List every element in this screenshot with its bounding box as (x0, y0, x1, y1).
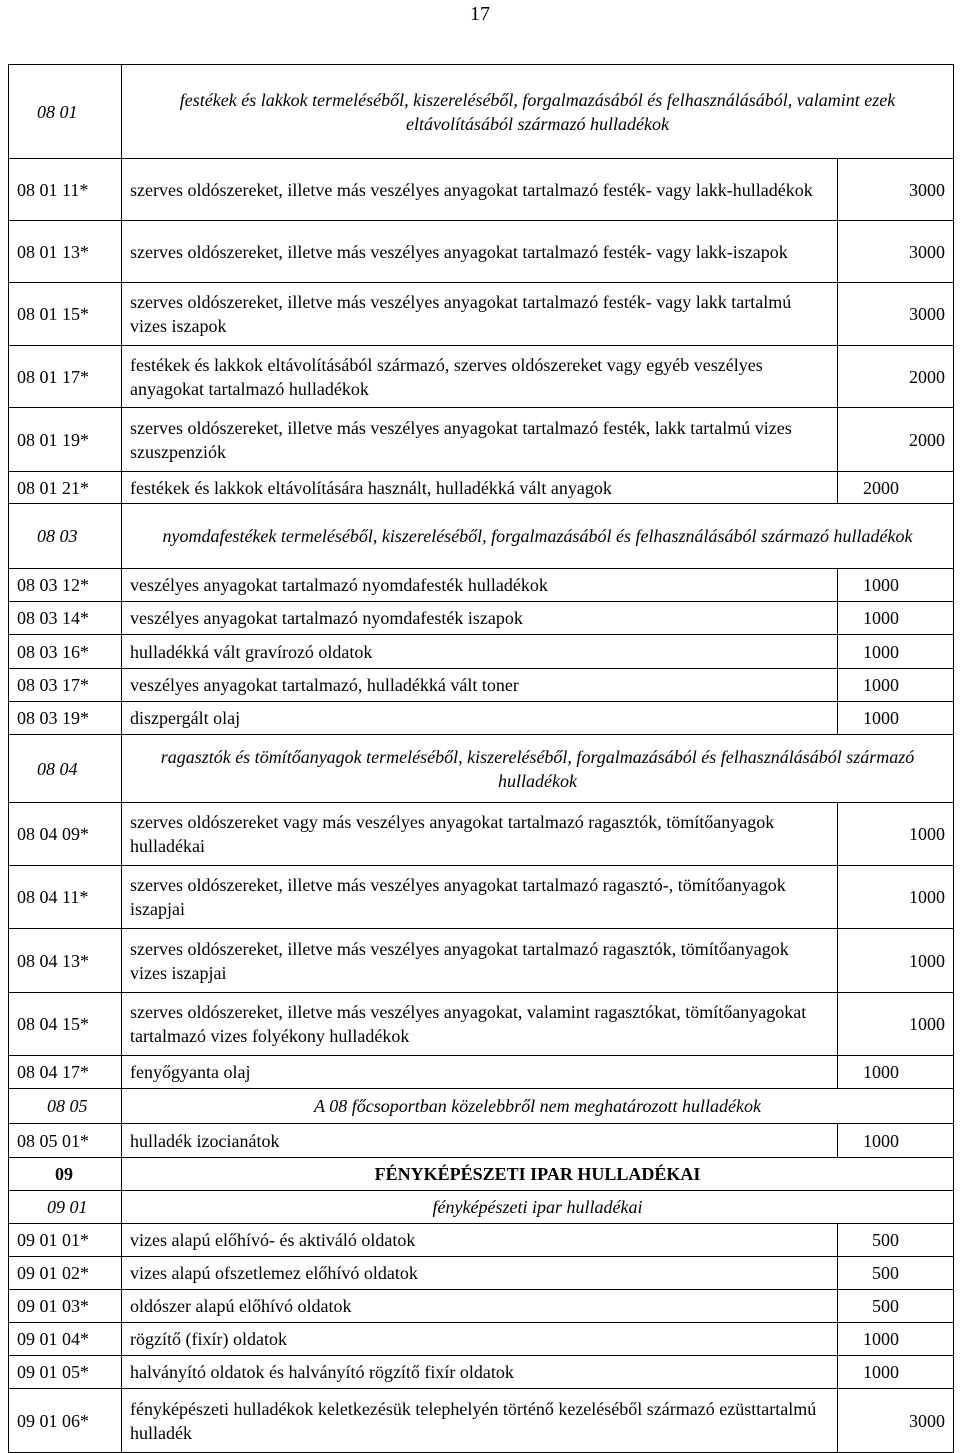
waste-code: 09 (9, 1158, 122, 1191)
waste-description: halványító oldatok és halványító rögzítő fixír oldatok (122, 1356, 838, 1389)
waste-code: 09 01 04* (9, 1323, 122, 1356)
waste-code: 08 03 14* (9, 602, 122, 635)
waste-description: veszélyes anyagokat tartalmazó nyomdafesték iszapok (122, 602, 838, 635)
waste-code: 09 01 02* (9, 1257, 122, 1290)
table-row (9, 408, 954, 472)
waste-quantity: 1000 (838, 1056, 954, 1089)
table-row (9, 1257, 954, 1290)
waste-quantity: 2000 (838, 346, 954, 408)
waste-description: diszpergált olaj (122, 702, 838, 735)
table-body (9, 65, 954, 1453)
waste-quantity: 1000 (838, 929, 954, 993)
waste-description: szerves oldószereket, illetve más veszélyes anyagokat tartalmazó festék- vagy lakk-iszapok (122, 221, 838, 283)
waste-quantity: 3000 (838, 159, 954, 221)
table-row (9, 1158, 954, 1191)
table-row (9, 929, 954, 993)
waste-description: szerves oldószereket, illetve más veszélyes anyagokat tartalmazó festék, lakk tartalmú vizes szuszpenziók (122, 408, 838, 472)
waste-code: 08 04 15* (9, 993, 122, 1056)
waste-quantity: 1000 (838, 866, 954, 929)
waste-quantity: 1000 (838, 635, 954, 669)
waste-code: 08 04 (9, 735, 122, 803)
waste-code: 08 01 19* (9, 408, 122, 472)
waste-description: rögzítő (fixír) oldatok (122, 1323, 838, 1356)
waste-code: 08 01 13* (9, 221, 122, 283)
waste-description: szerves oldószereket, illetve más veszélyes anyagokat tartalmazó festék- vagy lakk-hulladékok (122, 159, 838, 221)
waste-code: 09 01 05* (9, 1356, 122, 1389)
waste-quantity: 1000 (838, 602, 954, 635)
table-row (9, 1191, 954, 1224)
waste-code: 08 03 (9, 504, 122, 569)
waste-description: szerves oldószereket, illetve más veszélyes anyagokat, valamint ragasztókat, tömítőanyagokat tartalmazó vizes folyékony hulladékok (122, 993, 838, 1056)
waste-description: vizes alapú ofszetlemez előhívó oldatok (122, 1257, 838, 1290)
waste-code: 08 04 13* (9, 929, 122, 993)
page-number: 17 (470, 3, 490, 25)
waste-code: 08 03 16* (9, 635, 122, 669)
table-row (9, 504, 954, 569)
table-row (9, 1224, 954, 1257)
waste-code: 09 01 01* (9, 1224, 122, 1257)
waste-quantity: 1000 (838, 1356, 954, 1389)
table-row (9, 159, 954, 221)
waste-code: 08 01 11* (9, 159, 122, 221)
waste-description: szerves oldószereket, illetve más veszélyes anyagokat tartalmazó festék- vagy lakk tartalmú vizes iszapok (122, 283, 838, 346)
table-row (9, 1056, 954, 1089)
waste-quantity: 500 (838, 1290, 954, 1323)
waste-quantity: 1000 (838, 1124, 954, 1158)
table-row (9, 702, 954, 735)
waste-quantity: 1000 (838, 669, 954, 702)
waste-quantity: 3000 (838, 1389, 954, 1453)
waste-code: 08 01 15* (9, 283, 122, 346)
waste-description: szerves oldószereket, illetve más veszélyes anyagokat tartalmazó ragasztó-, tömítőanyagok iszapjai (122, 866, 838, 929)
table-row (9, 803, 954, 866)
waste-code: 08 01 17* (9, 346, 122, 408)
waste-quantity: 2000 (838, 408, 954, 472)
table-row (9, 472, 954, 504)
waste-code: 08 03 17* (9, 669, 122, 702)
waste-code: 08 05 (9, 1089, 122, 1124)
table-row (9, 1089, 954, 1124)
waste-quantity: 2000 (838, 472, 954, 504)
table-row (9, 635, 954, 669)
waste-quantity: 3000 (838, 283, 954, 346)
waste-description: fényképészeti ipar hulladékai (122, 1191, 954, 1224)
waste-description: festékek és lakkok eltávolításából származó, szerves oldószereket vagy egyéb veszélyes anyagokat tartalmazó hulladékok (122, 346, 838, 408)
waste-description: veszélyes anyagokat tartalmazó, hulladékká vált toner (122, 669, 838, 702)
waste-description: nyomdafestékek termeléséből, kiszereléséből, forgalmazásából és felhasználásából származó hulladékok (122, 504, 954, 569)
table-row (9, 1389, 954, 1453)
waste-quantity: 500 (838, 1224, 954, 1257)
waste-code: 08 05 01* (9, 1124, 122, 1158)
waste-description: festékek és lakkok eltávolítására használt, hulladékká vált anyagok (122, 472, 838, 504)
table-row (9, 283, 954, 346)
waste-description: szerves oldószereket, illetve más veszélyes anyagokat tartalmazó ragasztók, tömítőanyagok vizes iszapjai (122, 929, 838, 993)
waste-description: fenyőgyanta olaj (122, 1056, 838, 1089)
waste-code-table (8, 64, 954, 1453)
table-row (9, 1290, 954, 1323)
table-row (9, 735, 954, 803)
waste-code: 08 03 19* (9, 702, 122, 735)
table-row (9, 569, 954, 602)
table-row (9, 221, 954, 283)
waste-code: 08 03 12* (9, 569, 122, 602)
waste-description: hulladékká vált gravírozó oldatok (122, 635, 838, 669)
waste-description: veszélyes anyagokat tartalmazó nyomdafesték hulladékok (122, 569, 838, 602)
table-row (9, 1323, 954, 1356)
waste-code: 08 04 11* (9, 866, 122, 929)
table-row (9, 993, 954, 1056)
waste-code: 09 01 03* (9, 1290, 122, 1323)
waste-description: ragasztók és tömítőanyagok termeléséből, kiszereléséből, forgalmazásából és felhasználásából származó hulladékok (122, 735, 954, 803)
table-row (9, 346, 954, 408)
waste-code: 09 01 (9, 1191, 122, 1224)
waste-code: 08 04 17* (9, 1056, 122, 1089)
table-row (9, 1356, 954, 1389)
waste-description: oldószer alapú előhívó oldatok (122, 1290, 838, 1323)
waste-quantity: 1000 (838, 993, 954, 1056)
waste-code: 09 01 06* (9, 1389, 122, 1453)
waste-quantity: 1000 (838, 1323, 954, 1356)
table-row (9, 669, 954, 702)
waste-quantity: 500 (838, 1257, 954, 1290)
table-row (9, 866, 954, 929)
table-row (9, 1124, 954, 1158)
waste-description: FÉNYKÉPÉSZETI IPAR HULLADÉKAI (122, 1158, 954, 1191)
waste-description: festékek és lakkok termeléséből, kiszereléséből, forgalmazásából és felhasználásából, valamint ezek eltávolításából származó hulladékok (122, 65, 954, 159)
waste-description: fényképészeti hulladékok keletkezésük telephelyén történő kezeléséből származó ezüsttartalmú hulladék (122, 1389, 838, 1453)
waste-quantity: 3000 (838, 221, 954, 283)
waste-description: szerves oldószereket vagy más veszélyes anyagokat tartalmazó ragasztók, tömítőanyagok hulladékai (122, 803, 838, 866)
waste-description: vizes alapú előhívó- és aktiváló oldatok (122, 1224, 838, 1257)
waste-description: hulladék izocianátok (122, 1124, 838, 1158)
table-row (9, 65, 954, 159)
waste-quantity: 1000 (838, 803, 954, 866)
waste-code: 08 01 (9, 65, 122, 159)
waste-quantity: 1000 (838, 702, 954, 735)
table-row (9, 602, 954, 635)
waste-code: 08 04 09* (9, 803, 122, 866)
waste-quantity: 1000 (838, 569, 954, 602)
waste-code: 08 01 21* (9, 472, 122, 504)
waste-description: A 08 főcsoportban közelebbről nem meghatározott hulladékok (122, 1089, 954, 1124)
